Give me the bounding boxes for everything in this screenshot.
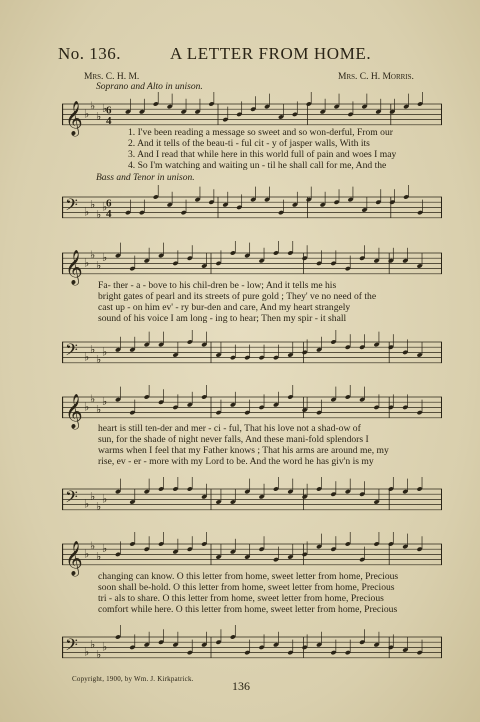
flat-icon: ♭ bbox=[102, 641, 108, 654]
bass-staff bbox=[62, 330, 442, 375]
flat-icon: ♭ bbox=[84, 548, 90, 561]
flat-icon: ♭ bbox=[96, 354, 102, 367]
treble-clef-icon: 𝄞 bbox=[65, 393, 83, 429]
composer-credit: Mrs. C. H. Morris. bbox=[338, 72, 414, 82]
verse-line-2: 2. And it tells of the beau-ti - ful cit - y of jasper walls, With its bbox=[128, 138, 370, 149]
flat-icon: ♭ bbox=[90, 343, 96, 356]
treble-clef-icon: 𝄞 bbox=[65, 540, 83, 576]
treble-clef-icon: 𝄞 bbox=[65, 249, 83, 285]
verse-line-3: warms when I feel that my Father knows ; That his arms are around me, my bbox=[98, 445, 389, 456]
flat-icon: ♭ bbox=[102, 543, 108, 556]
flat-icon: ♭ bbox=[90, 490, 96, 503]
flat-icon: ♭ bbox=[96, 259, 102, 272]
flat-icon: ♭ bbox=[102, 103, 108, 116]
verse-line-1: heart is still ten-der and mer - ci - ful, That his love not a shad-ow of bbox=[98, 423, 361, 434]
flat-icon: ♭ bbox=[96, 550, 102, 563]
flat-icon: ♭ bbox=[90, 540, 96, 553]
verse-line-2: soon shall be-hold. O this letter from home, sweet letter from home, Precious bbox=[98, 582, 395, 593]
verse-line-4: rise, ev - er - more with my Lord to be. And the word he has giv'n is my bbox=[98, 456, 374, 467]
flat-icon: ♭ bbox=[102, 493, 108, 506]
flat-icon: ♭ bbox=[96, 501, 102, 514]
flat-icon: ♭ bbox=[84, 498, 90, 511]
verse-line-3: tri - als to share. O this letter from home, sweet letter from home, Precious bbox=[98, 593, 384, 604]
flat-icon: ♭ bbox=[90, 100, 96, 113]
time-signature: 6 bbox=[106, 104, 112, 117]
verse-line-2: bright gates of pearl and its streets of pure gold ; They' ve no need of the bbox=[98, 291, 377, 302]
lyricist-credit: Mrs. C. H. M. bbox=[84, 72, 140, 82]
flat-icon: ♭ bbox=[84, 351, 90, 364]
bass-clef-icon: 𝄢 bbox=[65, 634, 78, 659]
flat-icon: ♭ bbox=[96, 110, 102, 123]
bass-staff bbox=[62, 625, 442, 670]
flat-icon: ♭ bbox=[102, 201, 108, 214]
flat-icon: ♭ bbox=[84, 401, 90, 414]
flat-icon: ♭ bbox=[102, 396, 108, 409]
hymn-title: A LETTER FROM HOME. bbox=[170, 44, 372, 63]
flat-icon: ♭ bbox=[90, 198, 96, 211]
bass-clef-icon: 𝄢 bbox=[65, 339, 78, 364]
page-number: 136 bbox=[232, 679, 250, 693]
verse-line-4: sound of his voice I am long - ing to hear; Then my spir - it shall bbox=[98, 313, 347, 324]
flat-icon: ♭ bbox=[102, 346, 108, 359]
verse-line-2: sun, for the shade of night never falls, And these mani-fold splendors I bbox=[98, 434, 369, 445]
flat-icon: ♭ bbox=[96, 403, 102, 416]
bass-tenor-label: Bass and Tenor in unison. bbox=[96, 173, 195, 183]
hymn-header bbox=[58, 44, 458, 68]
hymn-number: No. 136. bbox=[58, 44, 122, 63]
verse-line-4: 4. So I'm watching and waiting un - til he shall call for me, And the bbox=[128, 160, 387, 171]
time-signature: 4 bbox=[106, 207, 112, 220]
flat-icon: ♭ bbox=[84, 108, 90, 121]
verse-line-1: Fa- ther - a - bove to his chil-dren be - low; And it tells me his bbox=[98, 280, 337, 291]
verse-line-3: cast up - on him ev' - ry bur-den and care, And my heart strangely bbox=[98, 302, 351, 313]
flat-icon: ♭ bbox=[90, 249, 96, 262]
flat-icon: ♭ bbox=[96, 209, 102, 222]
flat-icon: ♭ bbox=[84, 257, 90, 270]
flat-icon: ♭ bbox=[84, 646, 90, 659]
verse-line-1: 1. I've been reading a message so sweet and so won-derful, From our bbox=[128, 127, 393, 138]
flat-icon: ♭ bbox=[90, 638, 96, 651]
bass-clef-icon: 𝄢 bbox=[65, 486, 78, 511]
flat-icon: ♭ bbox=[96, 649, 102, 662]
soprano-alto-label: Soprano and Alto in unison. bbox=[96, 82, 203, 92]
flat-icon: ♭ bbox=[84, 206, 90, 219]
verse-line-3: 3. And I read that while here in this world full of pain and woes I may bbox=[128, 149, 397, 160]
copyright-notice: Copyright, 1900, by Wm. J. Kirkpatrick. bbox=[72, 675, 194, 683]
bass-staff bbox=[62, 477, 442, 522]
flat-icon: ♭ bbox=[102, 252, 108, 265]
verse-line-1: changing can know. O this letter from home, sweet letter from home, Precious bbox=[98, 571, 399, 582]
time-signature: 4 bbox=[106, 114, 112, 127]
verse-line-4: comfort while here. O this letter from home, sweet letter from home, Precious bbox=[98, 604, 398, 615]
flat-icon: ♭ bbox=[90, 393, 96, 406]
time-signature: 6 bbox=[106, 197, 112, 210]
treble-clef-icon: 𝄞 bbox=[65, 100, 83, 136]
bass-clef-icon: 𝄢 bbox=[65, 194, 78, 219]
bass-staff bbox=[62, 185, 442, 230]
